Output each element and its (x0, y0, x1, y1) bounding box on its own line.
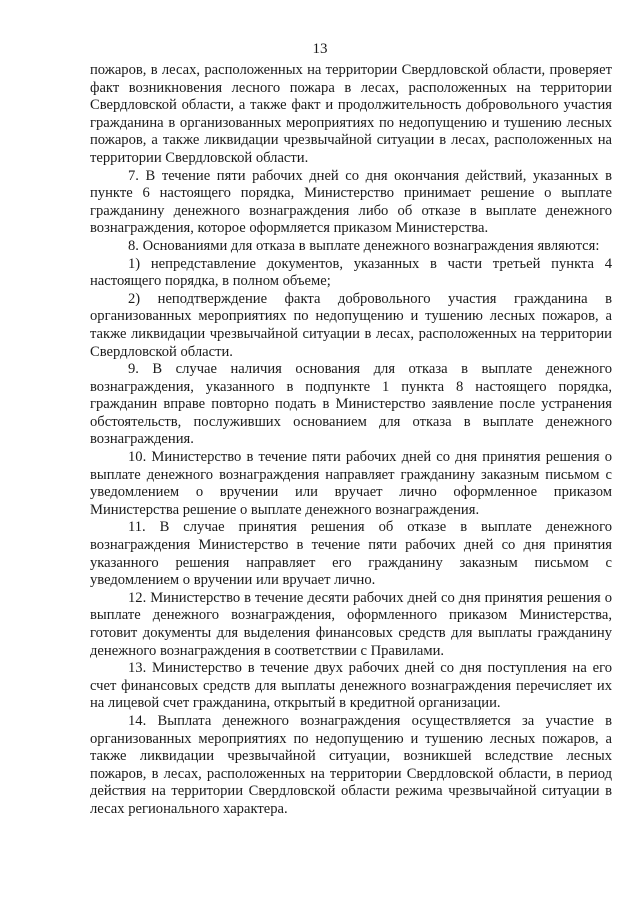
paragraph-item-11: 11. В случае принятия решения об отказе в выплате денежного вознаграждения Министерство в течение пяти рабочих дней со дня принятия указанного решения направляет его гражданину заказным письмом с уведомлением о вручении или вручает лично. (90, 519, 612, 589)
paragraph-item-9: 9. В случае наличия основания для отказа в выплате денежного вознаграждения, указанного в подпункте 1 пункта 8 настоящего порядка, гражданин вправе повторно подать в Министерство заявление после устранения обстоятельств, послуживших основанием для отказа в выплате денежного вознаграждения. (90, 361, 612, 448)
page-number: 13 (312, 41, 328, 57)
paragraph-item-14: 14. Выплата денежного вознаграждения осуществляется за участие в организованных мероприятиях по недопущению и тушению лесных пожаров, а также ликвидации чрезвычайной ситуации, возникшей вследствие лесных пожаров, в лесах, расположенных на территории Свердловской области, в период действия на территории Свердловской области режима чрезвычайной ситуации в лесах регионального характера. (90, 712, 612, 817)
paragraph-item-13: 13. Министерство в течение двух рабочих дней со дня поступления на его счет финансовых средств для выплаты денежного вознаграждения перечисляет их на лицевой счет гражданина, открытый в кредитной организации. (90, 660, 612, 712)
paragraph-subitem-8-1: 1) непредставление документов, указанных в части третьей пункта 4 настоящего порядка, в полном объеме; (90, 255, 612, 290)
paragraph-continuation: пожаров, в лесах, расположенных на территории Свердловской области, проверяет факт возникновения лесного пожара в лесах, расположенных на территории Свердловской области, а также факт и продолжительность добровольного участия гражданина в организованных мероприятиях по недопущению и тушению лесных пожаров, а также ликвидации чрезвычайной ситуации в лесах, расположенных на территории Свердловской области. (90, 62, 612, 166)
paragraph-item-7: 7. В течение пяти рабочих дней со дня окончания действий, указанных в пункте 6 настоящего порядка, Министерство принимает решение о выплате гражданину денежного вознаграждения либо об отказе в выплате денежного вознаграждения, которое оформляется приказом Министерства. (90, 167, 612, 237)
document-body (90, 62, 612, 819)
paragraph-item-12: 12. Министерство в течение десяти рабочих дней со дня принятия решения о выплате денежного вознаграждения, оформленного приказом Министерства, готовит документы для выделения финансовых средств для выплаты гражданину денежного вознаграждения в соответствии с Правилами. (90, 589, 612, 659)
paragraph-item-8: 8. Основаниями для отказа в выплате денежного вознаграждения являются: (128, 237, 600, 254)
paragraph-subitem-8-2: 2) неподтверждение факта добровольного участия гражданина в организованных мероприятиях по недопущению и тушению лесных пожаров, а также ликвидации чрезвычайной ситуации в лесах, расположенных на территории Свердловской области. (90, 290, 612, 360)
paragraph-item-10: 10. Министерство в течение пяти рабочих дней со дня принятия решения о выплате денежного вознаграждения направляет гражданину заказным письмом с уведомлением о вручении или вручает лично оформленное приказом Министерства решение о выплате денежного вознаграждения. (90, 449, 612, 518)
